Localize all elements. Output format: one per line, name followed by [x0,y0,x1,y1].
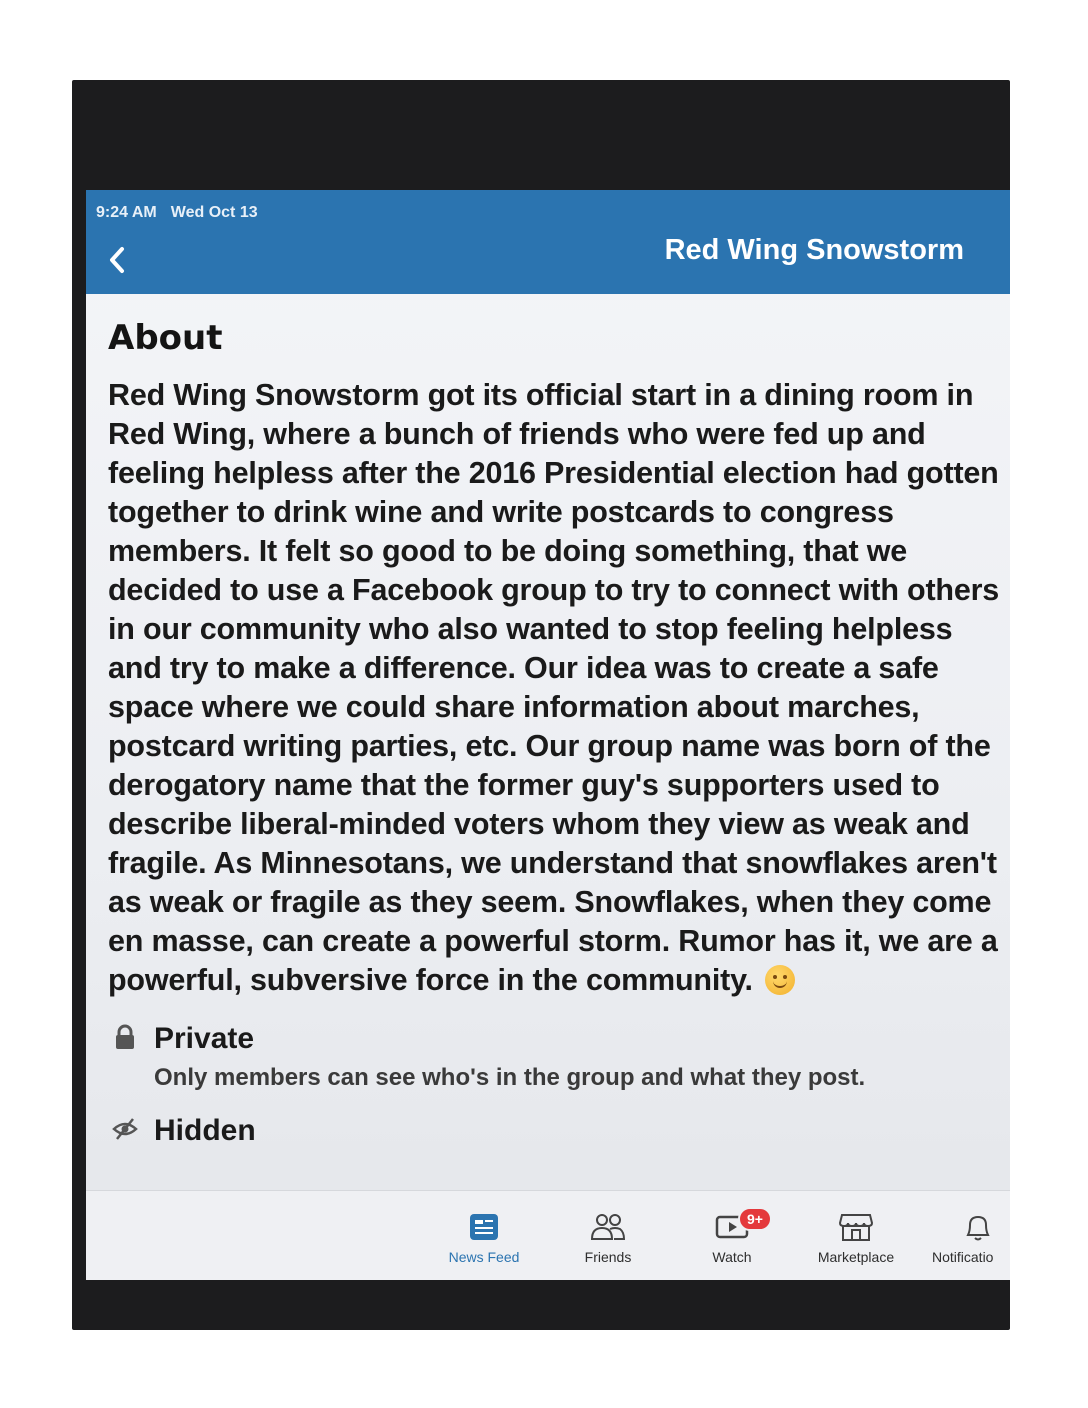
hidden-eye-icon [112,1116,138,1142]
friends-icon [590,1211,626,1243]
tab-label-notifications: Notificatio [932,1249,994,1265]
watch-badge: 9+ [738,1207,772,1231]
privacy-description: Only members can see who's in the group and what they post. [154,1064,866,1091]
marketplace-icon [838,1211,874,1243]
status-date: Wed Oct 13 [170,204,258,221]
header-bar [86,190,1010,294]
tab-news-feed[interactable] [424,1211,544,1265]
tablet-screen [86,190,1010,1280]
status-bar [96,204,258,222]
privacy-row [108,1022,1008,1092]
smiling-face-icon [765,965,795,995]
about-description [108,376,1008,1000]
tab-marketplace[interactable] [796,1211,916,1265]
news-feed-icon [468,1211,500,1243]
status-time: 9:24 AM [96,204,157,221]
visibility-title: Hidden [154,1114,256,1147]
tab-label-news-feed: News Feed [448,1249,520,1265]
lock-icon [112,1024,138,1050]
about-heading: About [108,318,223,358]
tab-watch[interactable] [672,1211,792,1265]
back-chevron-icon[interactable] [108,246,126,274]
about-text: Red Wing Snowstorm got its official start in a dining room in Red Wing, where a bunch of friends who were fed up and feeling helpless after the 2016 Presidential election had gotten together to drink wine and write postcards to congress members. It felt so good to be doing something, that we decided to use a Facebook group to try to connect with others in our community who also wanted to stop feeling helpless and try to make a difference. Our idea was to create a safe space where we could share information about marches, postcard writing parties, etc. Our group name was born of the derogatory name that the former guy's supporters used to describe liberal-minded voters whom they view as weak and fragile. As Minnesotans, we understand that snowflakes aren't as weak or fragile as they seem. Snowflakes, when they come en masse, can create a powerful storm. Rumor has it, we are a powerful, subversive force in the community. [108,378,1000,997]
bell-icon [960,1211,996,1243]
visibility-row [108,1114,1008,1148]
privacy-title: Private [154,1022,255,1055]
tab-label-marketplace: Marketplace [817,1249,895,1265]
about-section [108,318,1008,1148]
bottom-tab-bar [86,1190,1010,1280]
tab-label-watch: Watch [712,1249,752,1265]
tab-notifications[interactable] [920,1211,1010,1265]
page-title: Red Wing Snowstorm [664,234,964,266]
tab-label-friends: Friends [584,1249,632,1265]
tab-friends[interactable] [548,1211,668,1265]
